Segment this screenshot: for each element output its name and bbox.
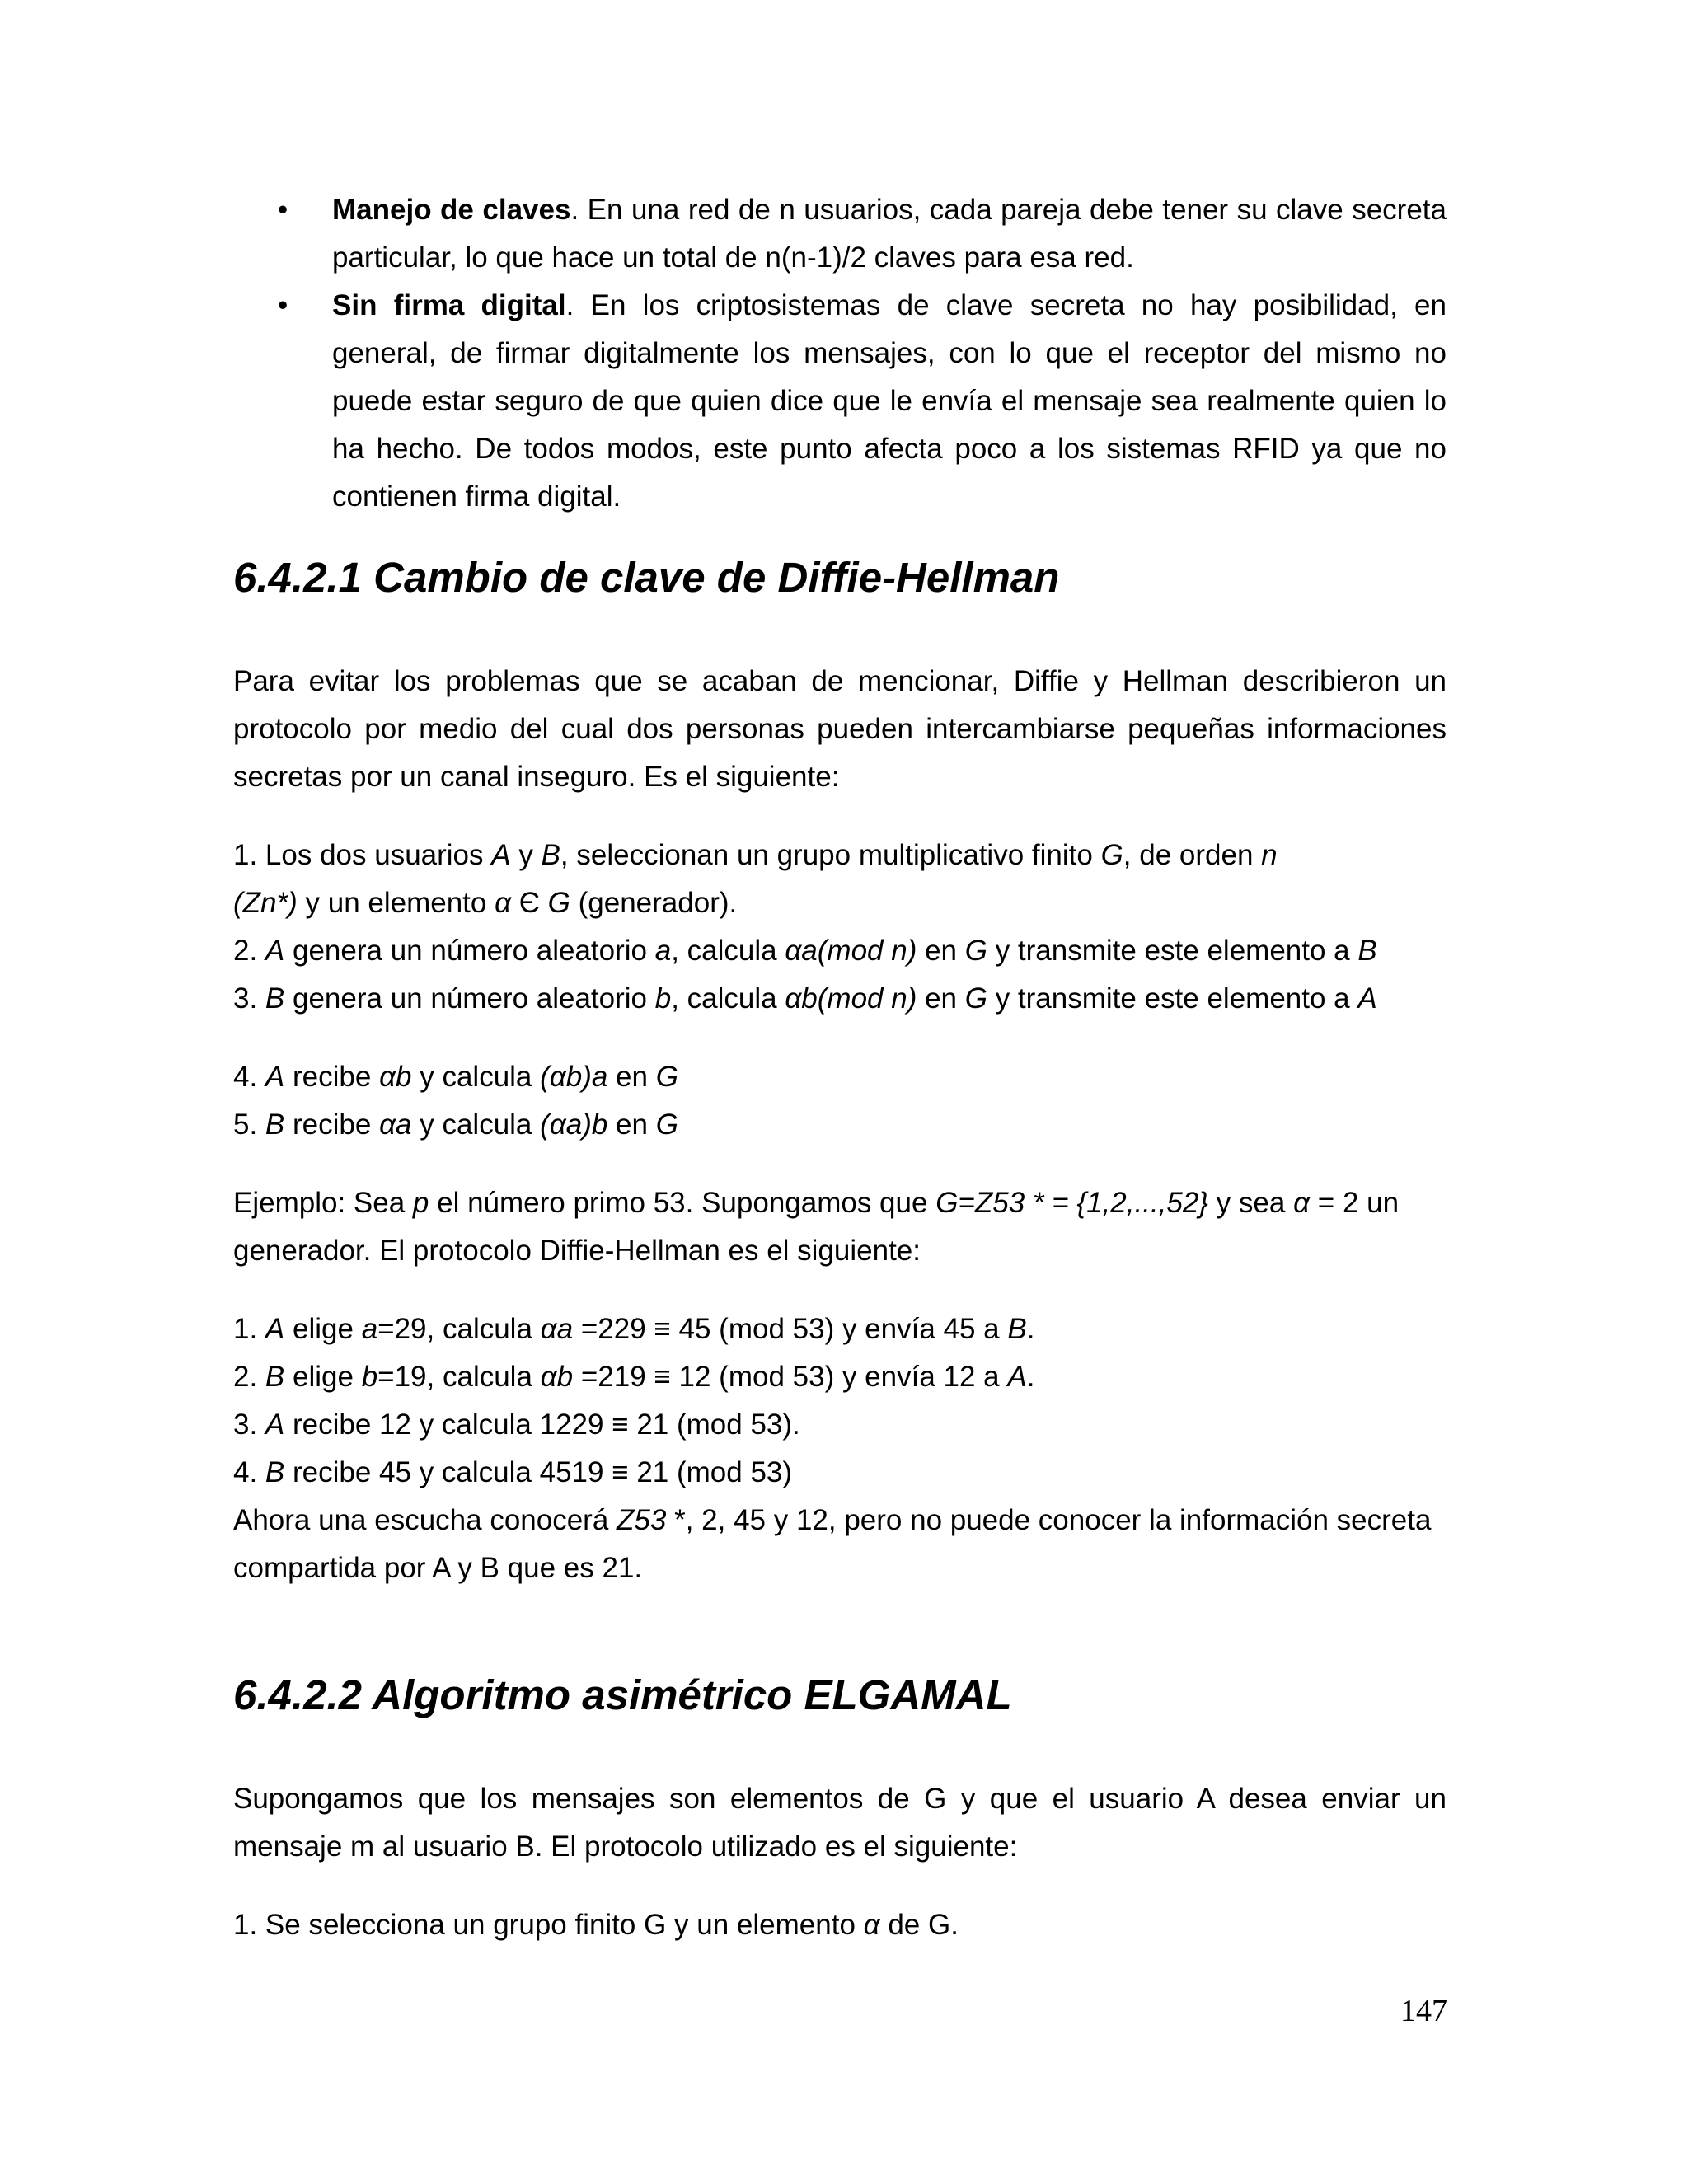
example-step-3: 3. A recibe 12 y calcula 1229 ≡ 21 (mod 53). <box>233 1408 800 1441</box>
bullet-dot: • <box>278 194 288 226</box>
paragraph-intro: Para evitar los problemas que se acaban de mencionar, Diffie y Hellman describieron un protocolo por medio del cual dos personas pueden intercambiarse pequeñas informaciones secretas por un canal inseguro. Es el siguiente: <box>233 665 1447 793</box>
page-number: 147 <box>1400 1994 1447 2028</box>
section-heading-elgamal: 6.4.2.2 Algoritmo asimétrico ELGAMAL <box>233 1671 1012 1718</box>
bullet-title: Manejo de claves <box>332 194 571 226</box>
bullet-dot: • <box>278 289 288 321</box>
bullet-item-sin-firma-digital <box>233 282 1447 521</box>
bullet-text: . En los criptosistemas de clave secreta no hay posibilidad, en general, de firmar digitalmente los mensajes, con lo que el receptor del mismo no puede estar seguro de que quien dice que le envía el mensaje sea realmente quien lo ha hecho. De todos modos, este punto afecta poco a los sistemas RFID ya que no contienen firma digital. <box>332 289 1447 513</box>
protocol-steps-continued <box>233 1053 1447 1149</box>
bullet-item-manejo-de-claves <box>233 186 1447 282</box>
example-paragraph: Ejemplo: Sea p el número primo 53. Supongamos que G=Z53 * = {1,2,...,52} y sea α = 2 un generador. El protocolo Diffie-Hellman es el siguiente: <box>233 1187 1400 1267</box>
document-page <box>233 186 1447 1949</box>
step-5: 5. B recibe αa y calcula (αa)b en G <box>233 1108 678 1141</box>
bullet-list <box>233 186 1447 521</box>
example-step-2: 2. B elige b=19, calcula αb =219 ≡ 12 (mod 53) y envía 12 a A. <box>233 1361 1035 1393</box>
section-heading-diffie-hellman: 6.4.2.1 Cambio de clave de Diffie-Hellman <box>233 554 1060 601</box>
bullet-title: Sin firma digital <box>332 289 566 321</box>
elgamal-step-1: 1. Se selecciona un grupo finito G y un elemento α de G. <box>233 1909 959 1941</box>
bullet-text: . En una red de n usuarios, cada pareja debe tener su clave secreta particular, lo que hace un total de n(n-1)/2 claves para esa red. <box>332 194 1447 274</box>
step-1: 1. Los dos usuarios A y B, seleccionan un grupo multiplicativo finito G, de orden n (Zn*) y un elemento α Є G (generador). <box>233 839 1278 919</box>
example-steps <box>233 1305 1447 1592</box>
example-step-4: 4. B recibe 45 y calcula 4519 ≡ 21 (mod 53) <box>233 1456 793 1488</box>
example-step-1: 1. A elige a=29, calcula αa =229 ≡ 45 (mod 53) y envía 45 a B. <box>233 1313 1035 1345</box>
protocol-steps <box>233 832 1447 1023</box>
conclusion-paragraph: Ahora una escucha conocerá Z53 *, 2, 45 y 12, pero no puede conocer la información secreta compartida por A y B que es 21. <box>233 1504 1432 1584</box>
step-3: 3. B genera un número aleatorio b, calcula αb(mod n) en G y transmite este elemento a A <box>233 982 1377 1015</box>
step-2: 2. A genera un número aleatorio a, calcula αa(mod n) en G y transmite este elemento a B <box>233 935 1377 967</box>
step-4: 4. A recibe αb y calcula (αb)a en G <box>233 1061 678 1093</box>
paragraph-elgamal-intro: Supongamos que los mensajes son elementos de G y que el usuario A desea enviar un mensaje m al usuario B. El protocolo utilizado es el siguiente: <box>233 1783 1447 1863</box>
